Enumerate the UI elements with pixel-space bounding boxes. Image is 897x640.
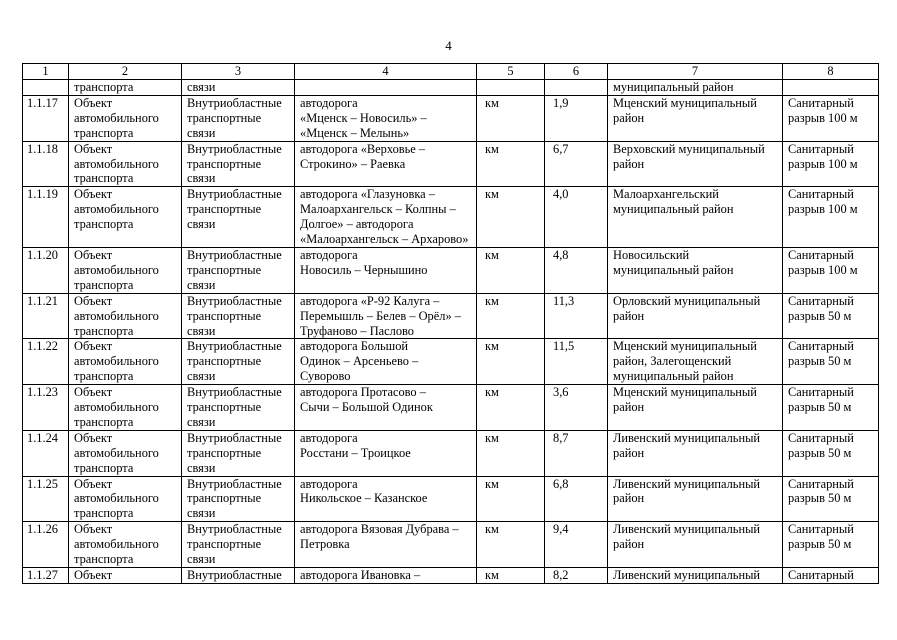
column-header: 4 <box>295 64 477 80</box>
zone-info-cell: Санитарный разрыв 100 м <box>783 95 879 141</box>
column-header: 3 <box>182 64 295 80</box>
object-purpose-cell: Внутриобластные транспортные связи <box>182 293 295 339</box>
value-cell: 11,5 <box>545 339 608 385</box>
zone-info-cell: Санитарный разрыв 50 м <box>783 476 879 522</box>
row-number-cell: 1.1.17 <box>23 95 69 141</box>
table-row <box>23 568 879 584</box>
object-name-cell: автодорога Росстани – Троицкое <box>295 430 477 476</box>
zone-info-cell: Санитарный разрыв 50 м <box>783 522 879 568</box>
object-type-cell: Объект автомобильного транспорта <box>69 430 182 476</box>
location-cell: Ливенский муниципальный <box>608 568 783 584</box>
object-purpose-cell: Внутриобластные транспортные связи <box>182 187 295 248</box>
table-row <box>23 187 879 248</box>
object-type-cell: Объект автомобильного транспорта <box>69 95 182 141</box>
location-cell: Ливенский муниципальный район <box>608 522 783 568</box>
column-header: 8 <box>783 64 879 80</box>
zone-info-cell: Санитарный разрыв 100 м <box>783 141 879 187</box>
object-purpose-cell: Внутриобластные транспортные связи <box>182 385 295 431</box>
object-name-cell: автодорога Вязовая Дубрава – Петровка <box>295 522 477 568</box>
object-purpose-cell: Внутриобластные транспортные связи <box>182 339 295 385</box>
object-purpose-cell: Внутриобластные транспортные связи <box>182 141 295 187</box>
zone-info-cell: Санитарный разрыв 100 м <box>783 247 879 293</box>
table-row <box>23 141 879 187</box>
zone-info-cell <box>783 80 879 96</box>
objects-table <box>22 63 879 584</box>
location-cell: муниципальный район <box>608 80 783 96</box>
value-cell <box>545 80 608 96</box>
location-cell: Ливенский муниципальный район <box>608 430 783 476</box>
object-purpose-cell: Внутриобластные транспортные связи <box>182 522 295 568</box>
value-cell: 6,7 <box>545 141 608 187</box>
zone-info-cell: Санитарный разрыв 50 м <box>783 293 879 339</box>
object-type-cell: Объект <box>69 568 182 584</box>
object-type-cell: Объект автомобильного транспорта <box>69 385 182 431</box>
page-number: 4 <box>445 38 452 53</box>
zone-info-cell: Санитарный разрыв 50 м <box>783 339 879 385</box>
column-header: 6 <box>545 64 608 80</box>
unit-cell: км <box>477 568 545 584</box>
object-name-cell: автодорога «Верховье – Строкино» – Раевка <box>295 141 477 187</box>
value-cell: 3,6 <box>545 385 608 431</box>
row-number-cell: 1.1.19 <box>23 187 69 248</box>
row-number-cell: 1.1.27 <box>23 568 69 584</box>
row-number-cell <box>23 80 69 96</box>
row-number-cell: 1.1.24 <box>23 430 69 476</box>
object-name-cell: автодорога Протасово – Сычи – Большой Одинок <box>295 385 477 431</box>
zone-info-cell: Санитарный разрыв 50 м <box>783 385 879 431</box>
object-type-cell: Объект автомобильного транспорта <box>69 293 182 339</box>
unit-cell: км <box>477 430 545 476</box>
object-type-cell: Объект автомобильного транспорта <box>69 141 182 187</box>
row-number-cell: 1.1.18 <box>23 141 69 187</box>
value-cell: 4,0 <box>545 187 608 248</box>
value-cell: 8,2 <box>545 568 608 584</box>
unit-cell: км <box>477 95 545 141</box>
object-purpose-cell: Внутриобластные транспортные связи <box>182 247 295 293</box>
column-header: 1 <box>23 64 69 80</box>
object-name-cell: автодорога «Глазуновка – Малоархангельск – Колпны – Долгое» – автодорога «Малоархангельск – Архарово» <box>295 187 477 248</box>
object-type-cell: Объект автомобильного транспорта <box>69 476 182 522</box>
row-number-cell: 1.1.25 <box>23 476 69 522</box>
zone-info-cell: Санитарный разрыв 100 м <box>783 187 879 248</box>
location-cell: Верховский муниципальный район <box>608 141 783 187</box>
object-purpose-cell: связи <box>182 80 295 96</box>
value-cell: 4,8 <box>545 247 608 293</box>
unit-cell: км <box>477 247 545 293</box>
object-name-cell: автодорога «Мценск – Новосиль» – «Мценск – Мелынь» <box>295 95 477 141</box>
table-row <box>23 80 879 96</box>
object-type-cell: транспорта <box>69 80 182 96</box>
table-row <box>23 293 879 339</box>
unit-cell: км <box>477 141 545 187</box>
row-number-cell: 1.1.26 <box>23 522 69 568</box>
table-row <box>23 247 879 293</box>
object-purpose-cell: Внутриобластные <box>182 568 295 584</box>
location-cell: Мценский муниципальный район <box>608 95 783 141</box>
object-purpose-cell: Внутриобластные транспортные связи <box>182 476 295 522</box>
value-cell: 1,9 <box>545 95 608 141</box>
value-cell: 8,7 <box>545 430 608 476</box>
location-cell: Мценский муниципальный район <box>608 385 783 431</box>
column-header: 2 <box>69 64 182 80</box>
object-type-cell: Объект автомобильного транспорта <box>69 522 182 568</box>
object-name-cell: автодорога Никольское – Казанское <box>295 476 477 522</box>
table-row <box>23 476 879 522</box>
row-number-cell: 1.1.20 <box>23 247 69 293</box>
object-name-cell <box>295 80 477 96</box>
unit-cell: км <box>477 476 545 522</box>
object-purpose-cell: Внутриобластные транспортные связи <box>182 95 295 141</box>
object-purpose-cell: Внутриобластные транспортные связи <box>182 430 295 476</box>
value-cell: 6,8 <box>545 476 608 522</box>
row-number-cell: 1.1.23 <box>23 385 69 431</box>
table-header-row <box>23 64 879 80</box>
column-header: 7 <box>608 64 783 80</box>
value-cell: 11,3 <box>545 293 608 339</box>
location-cell: Орловский муниципальный район <box>608 293 783 339</box>
unit-cell: км <box>477 339 545 385</box>
object-name-cell: автодорога Большой Одинок – Арсеньево – Суворово <box>295 339 477 385</box>
table-row <box>23 430 879 476</box>
unit-cell: км <box>477 187 545 248</box>
object-name-cell: автодорога «Р-92 Калуга – Перемышль – Белев – Орёл» – Труфаново – Паслово <box>295 293 477 339</box>
zone-info-cell: Санитарный <box>783 568 879 584</box>
unit-cell <box>477 80 545 96</box>
object-type-cell: Объект автомобильного транспорта <box>69 187 182 248</box>
unit-cell: км <box>477 293 545 339</box>
unit-cell: км <box>477 522 545 568</box>
value-cell: 9,4 <box>545 522 608 568</box>
location-cell: Новосильский муниципальный район <box>608 247 783 293</box>
table-row <box>23 522 879 568</box>
object-type-cell: Объект автомобильного транспорта <box>69 339 182 385</box>
unit-cell: км <box>477 385 545 431</box>
location-cell: Ливенский муниципальный район <box>608 476 783 522</box>
table-row <box>23 385 879 431</box>
column-header: 5 <box>477 64 545 80</box>
object-type-cell: Объект автомобильного транспорта <box>69 247 182 293</box>
object-name-cell: автодорога Новосиль – Чернышино <box>295 247 477 293</box>
table-row <box>23 95 879 141</box>
zone-info-cell: Санитарный разрыв 50 м <box>783 430 879 476</box>
row-number-cell: 1.1.22 <box>23 339 69 385</box>
location-cell: Малоархангельский муниципальный район <box>608 187 783 248</box>
object-name-cell: автодорога Ивановка – <box>295 568 477 584</box>
row-number-cell: 1.1.21 <box>23 293 69 339</box>
location-cell: Мценский муниципальный район, Залегощенский муниципальный район <box>608 339 783 385</box>
table-row <box>23 339 879 385</box>
